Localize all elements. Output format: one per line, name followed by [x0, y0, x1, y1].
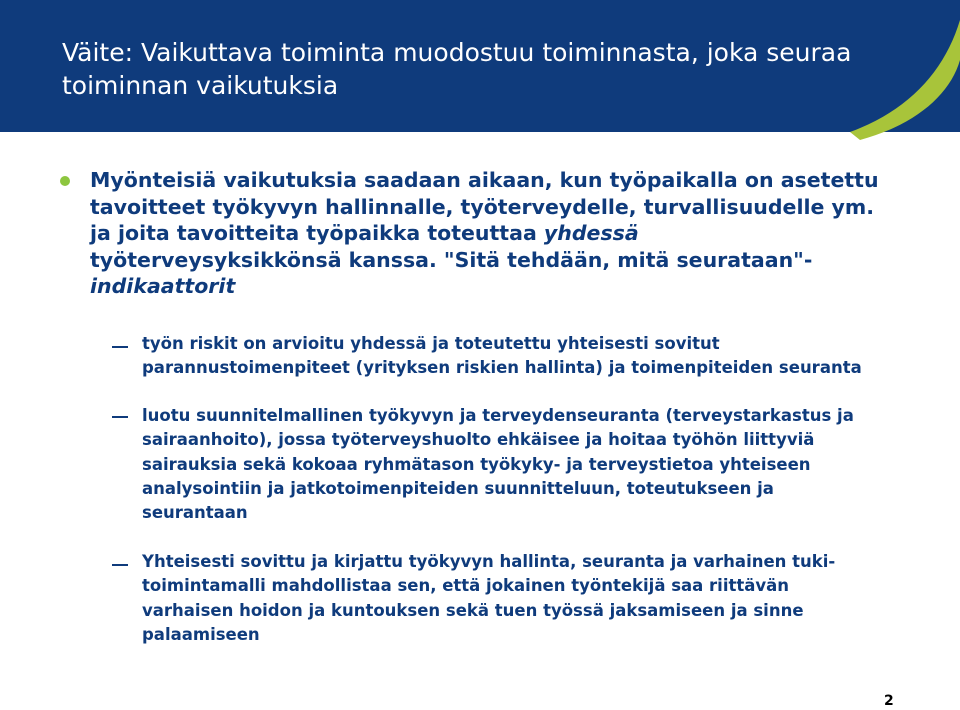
bullet-dot-icon	[60, 176, 70, 186]
dash-icon	[112, 564, 128, 566]
page-number: 2	[884, 693, 894, 709]
bullet-emphasis-indikaattorit: indikaattorit	[90, 274, 236, 298]
sub-bullet-item: luotu suunnitelmallinen työkyvyn ja terveydenseuranta (terveystarkastus ja sairaanhoito), jossa työterveyshuolto ehkäisee ja hoitaa työhön liittyviä sairauksia sekä kokoaa ryhmätason työkyky- ja terveystietoa yhteiseen analysointiin ja jatkotoimenpiteiden suunnitteluun, toteutukseen ja seurantaan	[142, 406, 854, 523]
bullet-text-part-2: työterveysyksikkönsä kanssa. "Sitä tehdään, mitä seurataan"-	[90, 247, 813, 272]
sub-bullet-item: Yhteisesti sovittu ja kirjattu työkyvyn hallinta, seuranta ja varhainen tuki-toimintamalli mahdollistaa sen, että jokainen työntekijä saa riittävän varhaisen hoidon ja kuntouksen sekä tuen työssä jaksamiseen ja sinne palaamiseen	[142, 552, 836, 644]
main-bullet-text	[90, 167, 880, 300]
dash-icon	[112, 346, 128, 348]
slide-title: Väite: Vaikuttava toiminta muodostuu toiminnasta, joka seuraa toiminnan vaikutuksia	[62, 38, 852, 100]
sub-bullet-item: työn riskit on arvioitu yhdessä ja toteutettu yhteisesti sovitut parannustoimenpiteet (yrityksen riskien hallinta) ja toimenpiteiden seuranta	[142, 334, 862, 378]
dash-icon	[112, 416, 128, 418]
bullet-emphasis-yhdessa: yhdessä	[543, 221, 639, 245]
bullet-text-part-1: Myönteisiä vaikutuksia saadaan aikaan, kun työpaikalla on asetettu tavoitteet työkyvyn hallinnalle, työterveydelle, turvallisuudelle ym. ja joita tavoitteita työpaikka toteuttaa	[90, 168, 879, 245]
